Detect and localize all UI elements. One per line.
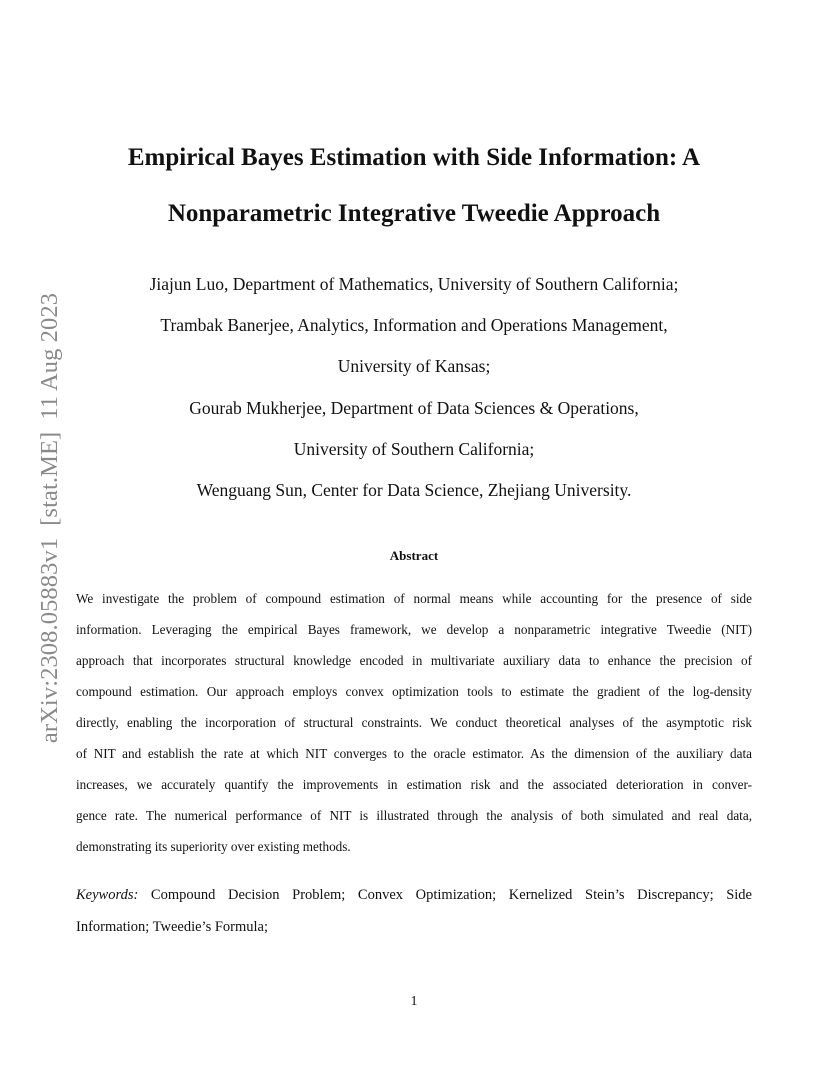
keywords-text: Compound Decision Problem; Convex Optimization; Kernelized Stein’s Discrepancy; Side bbox=[150, 887, 752, 903]
author-line: Jiajun Luo, Department of Mathematics, University of Southern California; bbox=[149, 274, 679, 294]
abstract-line: approach that incorporates structural knowledge encoded in multivariate auxiliary data to enhance the precision of bbox=[76, 653, 752, 668]
abstract-heading: Abstract bbox=[389, 548, 439, 563]
abstract-line: We investigate the problem of compound estimation of normal means while accounting for the presence of side bbox=[76, 591, 752, 606]
abstract-line: directly, enabling the incorporation of structural constraints. We conduct theoretical analyses of the asymptotic risk bbox=[76, 715, 752, 730]
abstract-line: gence rate. The numerical performance of NIT is illustrated through the analysis of both simulated and real data, bbox=[76, 808, 752, 823]
arxiv-category: [stat.ME] bbox=[36, 431, 63, 526]
author-line: University of Southern California; bbox=[293, 439, 535, 459]
abstract-line: demonstrating its superiority over existing methods. bbox=[76, 839, 351, 854]
abstract-line: compound estimation. Our approach employs convex optimization tools to estimate the gradient of the log-density bbox=[76, 684, 752, 699]
keywords-line-1 bbox=[76, 888, 752, 903]
author-line: Gourab Mukherjee, Department of Data Sciences & Operations, bbox=[189, 398, 639, 418]
author-line: Wenguang Sun, Center for Data Science, Zhejiang University. bbox=[196, 480, 632, 500]
author-line: Trambak Banerjee, Analytics, Information and Operations Management, bbox=[160, 315, 668, 335]
abstract-line: of NIT and establish the rate at which NIT converges to the oracle estimator. As the dimension of the auxiliary data bbox=[76, 746, 752, 761]
keywords-line-2: Information; Tweedie’s Formula; bbox=[76, 919, 269, 935]
arxiv-id: arXiv:2308.05883v1 bbox=[36, 537, 63, 744]
paper-title-line-2: Nonparametric Integrative Tweedie Approach bbox=[167, 200, 661, 227]
abstract-line: increases, we accurately quantify the improvements in estimation risk and the associated deterioration in conver- bbox=[76, 777, 752, 792]
abstract-line: information. Leveraging the empirical Bayes framework, we develop a nonparametric integrative Tweedie (NIT) bbox=[76, 622, 752, 637]
author-line: University of Kansas; bbox=[337, 356, 491, 376]
arxiv-date: 11 Aug 2023 bbox=[36, 292, 63, 420]
page-number: 1 bbox=[410, 994, 418, 1009]
paper-title-line-1: Empirical Bayes Estimation with Side Information: A bbox=[127, 144, 701, 171]
keywords-label: Keywords: bbox=[76, 887, 139, 903]
